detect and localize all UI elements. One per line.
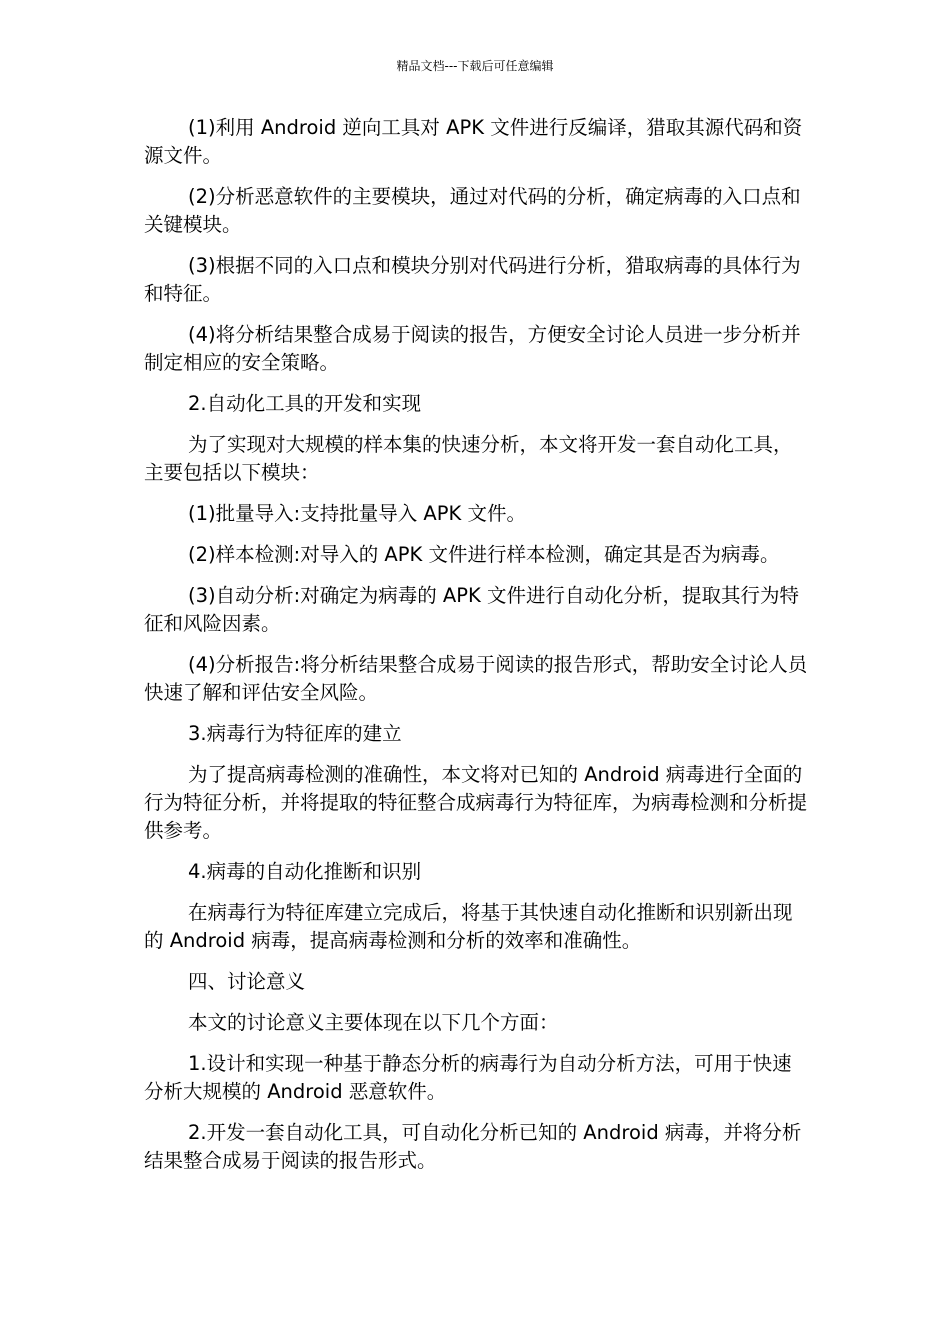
paragraph-11: 在病毒行为特征库建立完成后，将基于其快速自动化推断和识别新出现的 Android 病毒，提高病毒检测和分析的效率和准确性。 [144, 901, 793, 952]
section-heading-feature-library: 3.病毒行为特征库的建立 [188, 722, 402, 745]
paragraph-14: 2.开发一套自动化工具，可自动化分析已知的 Android 病毒，并将分析结果整合成易于阅读的报告形式。 [144, 1121, 802, 1172]
document-body [144, 114, 808, 1188]
paragraph-5: 为了实现对大规模的样本集的快速分析，本文将开发一套自动化工具，主要包括以下模块： [144, 433, 793, 484]
section-heading-significance: 四、讨论意义 [188, 970, 306, 993]
paragraph-9: (4)分析报告:将分析结果整合成易于阅读的报告形式，帮助安全讨论人员快速了解和评估安全风险。 [144, 653, 808, 704]
paragraph-6: (1)批量导入:支持批量导入 APK 文件。 [188, 502, 526, 525]
paragraph-7: (2)样本检测:对导入的 APK 文件进行样本检测，确定其是否为病毒。 [188, 543, 780, 566]
paragraph-4: (4)将分析结果整合成易于阅读的报告，方便安全讨论人员进一步分析并制定相应的安全策略。 [144, 323, 801, 374]
paragraph-10: 为了提高病毒检测的准确性，本文将对已知的 Android 病毒进行全面的行为特征分析，并将提取的特征整合成病毒行为特征库，为病毒检测和分析提供参考。 [144, 763, 808, 842]
paragraph-1: (1)利用 Android 逆向工具对 APK 文件进行反编译，猎取其源代码和资源文件。 [144, 116, 803, 167]
paragraph-3: (3)根据不同的入口点和模块分别对代码进行分析，猎取病毒的具体行为和特征。 [144, 254, 801, 305]
paragraph-2: (2)分析恶意软件的主要模块，通过对代码的分析，确定病毒的入口点和关键模块。 [144, 185, 801, 236]
section-heading-automated-inference: 4.病毒的自动化推断和识别 [188, 860, 422, 883]
page-header: 精品文档---下载后可任意编辑 [396, 59, 554, 73]
section-heading-tool-development: 2.自动化工具的开发和实现 [188, 392, 422, 415]
paragraph-12: 本文的讨论意义主要体现在以下几个方面： [188, 1011, 559, 1034]
paragraph-13: 1.设计和实现一种基于静态分析的病毒行为自动分析方法，可用于快速分析大规模的 Android 恶意软件。 [144, 1052, 792, 1103]
paragraph-8: (3)自动分析:对确定为病毒的 APK 文件进行自动化分析，提取其行为特征和风险因素。 [144, 584, 799, 635]
